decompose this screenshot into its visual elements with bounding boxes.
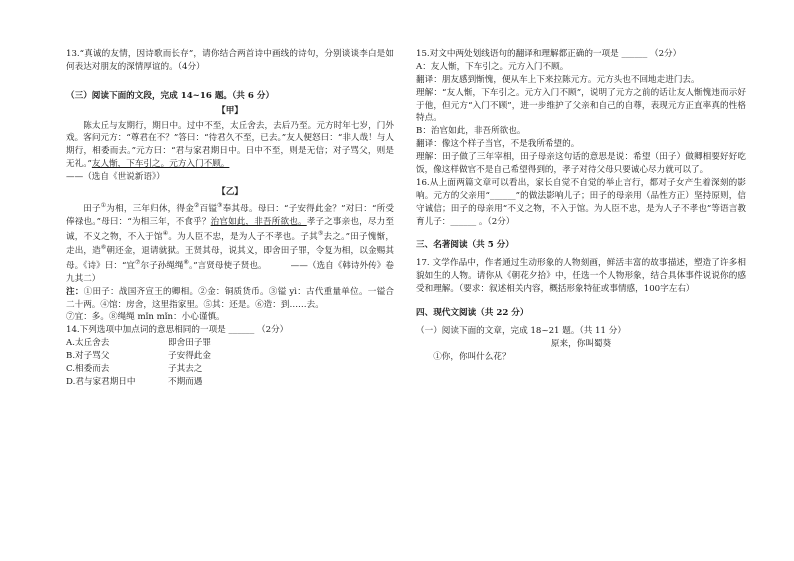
option-c-left: C.相委而去 <box>66 364 110 375</box>
section-3b-title: 三、名著阅读（共 5 分） <box>416 240 514 251</box>
left-column <box>66 48 394 389</box>
option-row <box>66 376 394 389</box>
option-a-translation: 翻译：朋友感到惭愧，便从车上下来拉陈元方。元方头也不回地走进门去。 <box>416 74 700 85</box>
question-13: 13.“真诚的友情，因诗歌而长存”，请你结合两首诗中画线的诗句，分别谈谈李白是如何表达对朋友的深情厚谊的。（4分） <box>66 49 394 72</box>
option-row <box>66 337 394 350</box>
yi-text: 尔子孙绳绳 <box>140 260 184 271</box>
question-14: 14.下列选项中加点词的意思相同的一项是 ______ （2分） <box>66 325 289 336</box>
yi-text: 去之。”田子愧惭，走出，造 <box>66 231 394 257</box>
yi-text: 百镒 <box>199 203 218 214</box>
option-row <box>66 363 394 376</box>
notes <box>66 286 394 312</box>
note-mark: ⑧ <box>183 259 189 267</box>
question-15: 15.对文中两处划线语句的翻译和理解都正确的一项是 ______ （2分） <box>416 49 682 59</box>
notes-text: ①田子：战国齐宣王的卿相。②金：铜质货币。③镒 yì：古代重量单位。一镒合二十两。④馆：房舍，这里指家里。⑤其：还是。⑥造：到……去。 <box>66 286 394 310</box>
passage-jia-underlined: 友人惭，下车引之。元方入门不顾。 <box>91 159 230 170</box>
option-b-understanding: 理解：田子做了三年宰相，田子母亲这句话的意思是说：希望（田子）做卿相要好好吃饭，像这样做官不是自己希望得到的，孝子对待父母只要诚心尽力就可以了。 <box>416 152 746 176</box>
passage-jia-source: ——（选自《世说新语》） <box>66 172 165 183</box>
option-d-right: 不期而遇 <box>168 376 203 387</box>
option-a-right: 即舍田子罪 <box>168 338 211 349</box>
note-mark: ② <box>193 201 200 209</box>
yi-text: 为相，三年归休，得金 <box>106 203 194 214</box>
yi-text: 奉其母。母曰：“子安得此金？”对曰：“所受俸禄也。”母曰：“为相三年，不食乎？ <box>66 203 394 227</box>
right-column <box>416 48 746 364</box>
option-a-title: A：友人惭，下车引之。元方入门不顾。 <box>416 61 569 72</box>
yi-text: 田子 <box>83 203 101 214</box>
passage-yi-source: ——（选自《韩诗外传》卷九其二） <box>66 260 394 284</box>
passage-yi-underlined: 治官如此，非吾所欲也。 <box>210 216 307 227</box>
note-mark: ⑥ <box>100 244 107 252</box>
note-mark: ⑤ <box>317 229 324 237</box>
article-title: 原来，你叫蜀葵 <box>550 338 612 349</box>
option-a-understanding: 理解：“友人惭，下车引之。元方入门不顾”，说明了元方之前的话让友人惭愧违而示好于他，但元方“入门不顾”，进一步维护了父亲和自己的自尊，表现元方正直率真的性格特点。 <box>416 87 746 124</box>
yi-text: 。”言贤母使子贤也。 <box>188 260 267 271</box>
question-17: 17. 文学作品中，作者通过生动形象的人物刻画，鲜活丰富的故事描述，塑造了许多相貌如生的人物。请你从《朝花夕拾》中，任选一个人物形象，结合具体事件说说你的感受和理解。（要求：叙述相关内容，概括形象特征或事情感，100字左右） <box>416 258 746 295</box>
option-b-left: B.对子骂父 <box>66 351 110 362</box>
notes-2: ⑦宜：多。⑧绳绳 mǐn mǐn：小心谨慎。 <box>66 312 225 323</box>
yi-text: 。为人臣不忠，是为人子不孝也。子其 <box>168 231 318 242</box>
note-mark: ⑦ <box>135 259 141 267</box>
option-row <box>66 350 394 363</box>
passage-jia-label: 【甲】 <box>217 105 243 116</box>
yi-text: 孝子之事亲也，尽力至诚，不义之物，不入于馆 <box>66 216 394 242</box>
option-b-title: B：治官如此，非吾所欲也。 <box>416 126 526 137</box>
note-mark: ③ <box>217 201 223 209</box>
notes-label: 注： <box>66 286 84 297</box>
section-4-subtitle: （一）阅读下面的文章，完成 18~21 题。（共 11 分） <box>416 325 626 336</box>
option-d-left: D.君与家君期日中 <box>66 376 136 387</box>
section-4-title: 四、现代文阅读（共 22 分） <box>416 308 529 319</box>
section-3-title: （三）阅读下面的文段，完成 14~16 题。（共 6 分） <box>66 90 275 101</box>
option-b-translation: 翻译：像这个样子当官，不是我所希望的。 <box>416 139 580 150</box>
passage-yi <box>66 201 394 286</box>
passage-jia-text: 陈太丘与友期行，期日中。过中不至，太丘舍去，去后乃至。元方时年七岁，门外戏。客问元方：“尊君在不？”答曰：“待君久不至，已去。”友人便怒曰：“非人哉！与人期行，相委而去。”元方曰：“君与家君期日中。日中不至，则是无信；对子骂父，则是无礼。” <box>66 120 394 170</box>
passage-yi-label: 【乙】 <box>217 187 243 198</box>
note-mark: ① <box>100 201 107 209</box>
option-b-right: 子安得此金 <box>168 351 211 362</box>
article-first-line: ①你，你叫什么花？ <box>433 351 511 362</box>
yi-text: 朝还金，退请就狱。王贤其母，说其义，即舍田子罪，令复为相，以金赐其母。《诗》曰：“宜 <box>66 246 394 271</box>
option-c-right: 子其去之 <box>168 364 203 375</box>
option-a-left: A.太丘舍去 <box>66 338 110 349</box>
passage-jia <box>66 120 394 172</box>
note-mark: ④ <box>162 229 169 237</box>
question-16: 16.从上面两篇文章可以看出，家长自觉不自觉的举止言行，都对子女产生着深刻的影响。元方的父亲用“______”的做法影响儿子；田子的母亲用（品性方正）坚持原则，信守诚信；田子的母亲用“不义之物，不入于馆。为人臣不忠，是为人子不孝也”等语言教育儿子：______ 。（2分） <box>416 177 746 227</box>
